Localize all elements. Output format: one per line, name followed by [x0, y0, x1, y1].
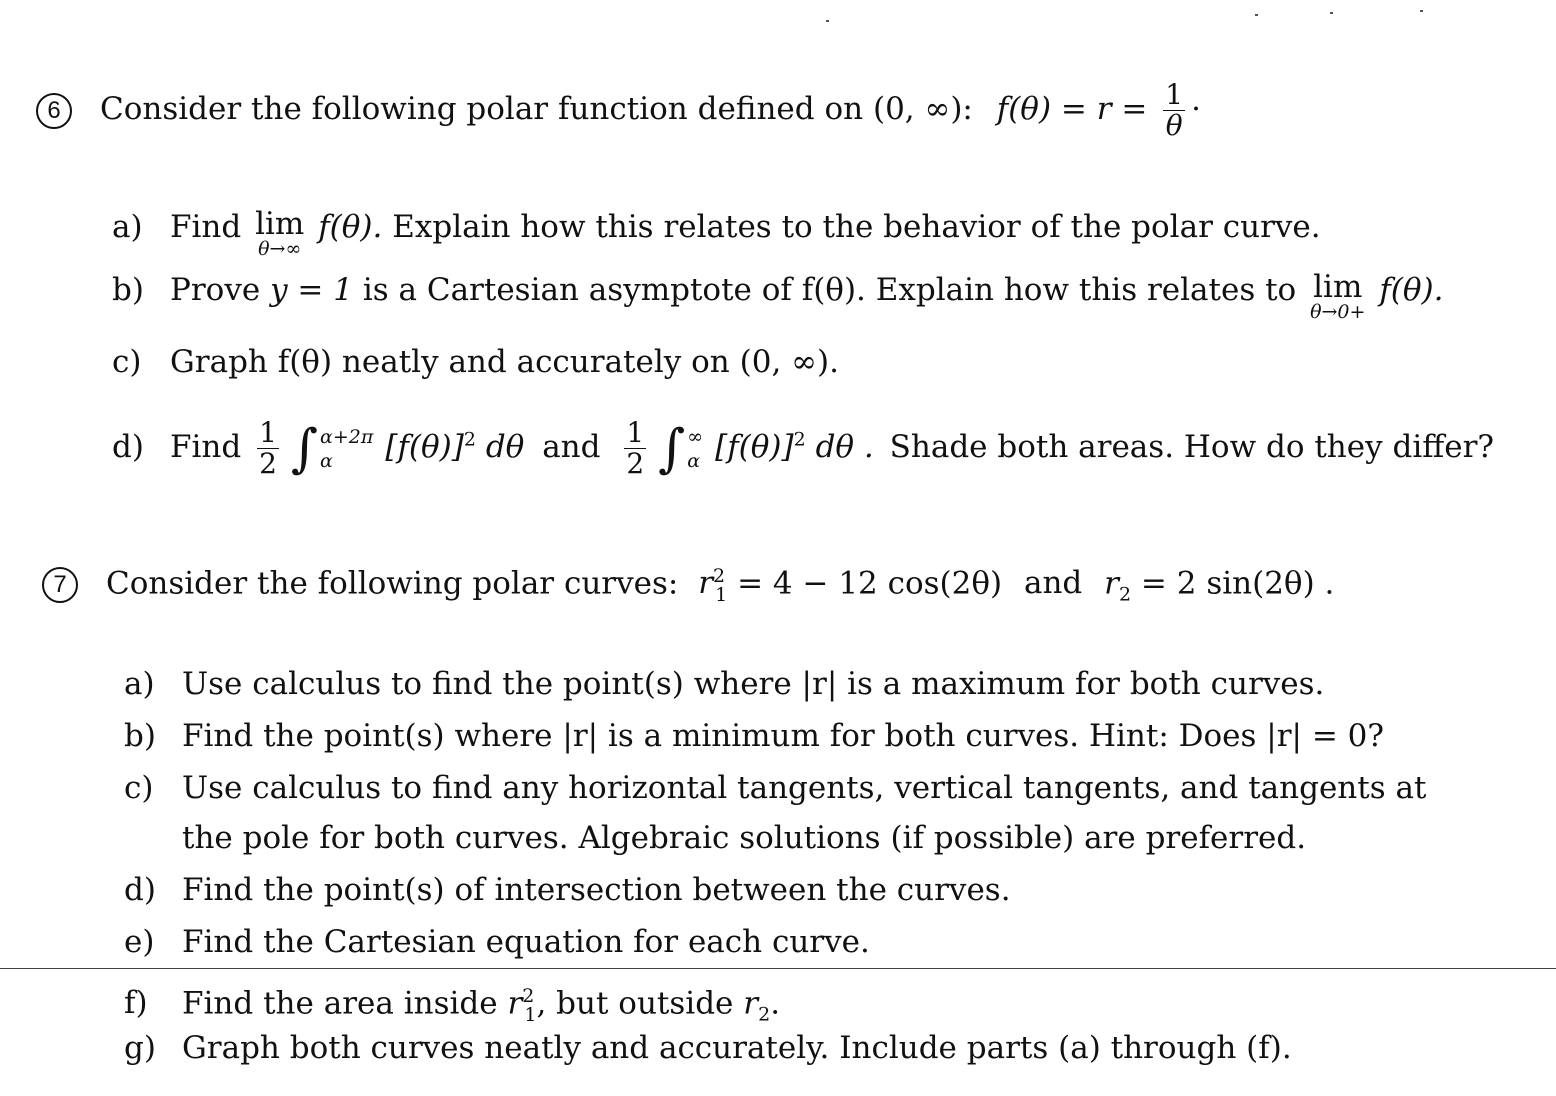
fraction-denominator: 2 [626, 447, 645, 480]
part-label: b) [124, 718, 156, 754]
limit-expression [1310, 269, 1366, 323]
problem-7-intro: Consider the following polar curves: [106, 565, 679, 602]
scan-rule-line [0, 968, 1556, 969]
problem-6-domain: (0, ∞): [872, 91, 973, 127]
r1-subscript: 1 [524, 1003, 537, 1026]
fraction-denominator: 2 [259, 447, 277, 480]
problem-7-statement [42, 556, 1334, 615]
and-word: and [1023, 565, 1083, 602]
period: . [770, 985, 781, 1022]
part-label: b) [112, 272, 144, 308]
fraction-numerator: 1 [626, 416, 645, 449]
part-label: c) [124, 770, 154, 806]
curve-r2: r [743, 985, 759, 1022]
scan-speck [826, 20, 829, 22]
problem-number-7: 7 [42, 567, 78, 603]
problem-6a [112, 206, 1321, 260]
problem-7e [124, 922, 870, 962]
r2-subscript: 2 [758, 1003, 771, 1026]
curve-r2: r [1104, 565, 1119, 602]
part-text: Graph both curves neatly and accurately. Include parts (a) through (f). [182, 1030, 1292, 1066]
fraction-denominator: θ [1165, 109, 1183, 142]
r2-subscript: 2 [1118, 583, 1132, 606]
part-text: Graph f(θ) neatly and accurately on (0, ∞). [170, 344, 839, 380]
part-label: e) [124, 924, 155, 960]
integral-sign: ∫ [658, 418, 686, 479]
problem-6c [112, 342, 839, 382]
prove-word: Prove [170, 272, 261, 308]
find-word: Find [170, 429, 242, 465]
problem-7c [124, 768, 1426, 808]
part-label: c) [112, 344, 142, 380]
and-word: and [542, 429, 601, 465]
curve-r1: r [507, 985, 523, 1022]
problem-7a [124, 664, 1324, 704]
part-text: Use calculus to find any horizontal tangents, vertical tangents, and tangents at [182, 770, 1427, 806]
find-word: Find [170, 209, 242, 245]
r1-exponent: 2 [713, 565, 726, 587]
limit-subscript: θ→∞ [258, 238, 302, 260]
part-text: Find the area inside [182, 985, 498, 1022]
part-text: Explain how this relates to the behavior of the polar curve. [392, 209, 1321, 245]
integral-limits [320, 425, 373, 473]
fraction-one-half [624, 418, 646, 479]
problem-6d [112, 418, 1494, 479]
part-text: the pole for both curves. Algebraic solutions (if possible) are preferred. [182, 820, 1307, 856]
part-label: a) [124, 666, 155, 702]
integrand: [f(θ)] [715, 429, 794, 465]
upper-limit: ∞ [687, 425, 704, 448]
r1-exponent: 2 [522, 985, 535, 1007]
problem-7b [124, 716, 1384, 756]
limit-expression [255, 206, 305, 260]
scan-speck [1255, 14, 1258, 16]
problem-6-function: f(θ) = r = [996, 91, 1148, 127]
part-text: Find the point(s) where |r| is a minimum for both curves. Hint: Does |r| = 0? [182, 718, 1384, 754]
curve-r2-equation: = 2 sin(2θ) . [1140, 565, 1335, 602]
part-label: d) [112, 429, 144, 465]
exponent: 2 [463, 428, 476, 451]
scan-speck [1330, 12, 1333, 14]
curve-r1-equation: = 4 − 12 cos(2θ) [737, 565, 1003, 602]
fraction-one-half [257, 418, 279, 479]
part-text: is a Cartesian asymptote of f(θ). Explain how this relates to [362, 272, 1297, 308]
r1-subscript: 1 [715, 583, 728, 606]
lower-limit: α [320, 449, 333, 472]
problem-6-statement [36, 80, 1201, 141]
function-expression: f(θ). [1379, 272, 1444, 308]
problem-number-6: 6 [36, 93, 72, 129]
part-label: f) [124, 985, 148, 1022]
part-text: , but outside [536, 985, 734, 1022]
scan-speck [1420, 10, 1423, 12]
lim-word: lim [255, 206, 305, 242]
fraction-one-over-theta [1163, 80, 1185, 141]
differential: dθ . [815, 429, 874, 465]
integral-sign: ∫ [290, 418, 319, 479]
part-text: Use calculus to find the point(s) where |r| is a maximum for both curves. [182, 666, 1325, 702]
part-label: g) [124, 1030, 156, 1066]
exponent: 2 [793, 428, 806, 451]
problem-7f [124, 976, 780, 1035]
fraction-numerator: 1 [1165, 78, 1184, 111]
part-text: Find the point(s) of intersection between the curves. [182, 872, 1011, 908]
limit-subscript: θ→0+ [1310, 301, 1366, 323]
fraction-numerator: 1 [259, 416, 277, 449]
period: · [1191, 91, 1201, 127]
problem-6b [112, 269, 1444, 323]
part-label: a) [112, 209, 143, 245]
differential: dθ [485, 429, 525, 465]
upper-limit: α+2π [320, 425, 374, 448]
asymptote-equation: y = 1 [270, 272, 353, 308]
part-text: Shade both areas. How do they differ? [889, 429, 1495, 465]
problem-6-intro: Consider the following polar function defined on [100, 91, 864, 127]
lower-limit: α [687, 449, 701, 472]
problem-7d [124, 870, 1011, 910]
lim-word: lim [1313, 269, 1363, 305]
integrand: [f(θ)] [385, 429, 464, 465]
part-text: Find the Cartesian equation for each curve. [182, 924, 870, 960]
problem-7c-continued [182, 818, 1306, 858]
curve-r1: r [698, 565, 714, 602]
part-label: d) [124, 872, 156, 908]
function-expression: f(θ). [318, 209, 383, 245]
integral-limits [687, 425, 703, 473]
problem-7g [124, 1028, 1292, 1068]
